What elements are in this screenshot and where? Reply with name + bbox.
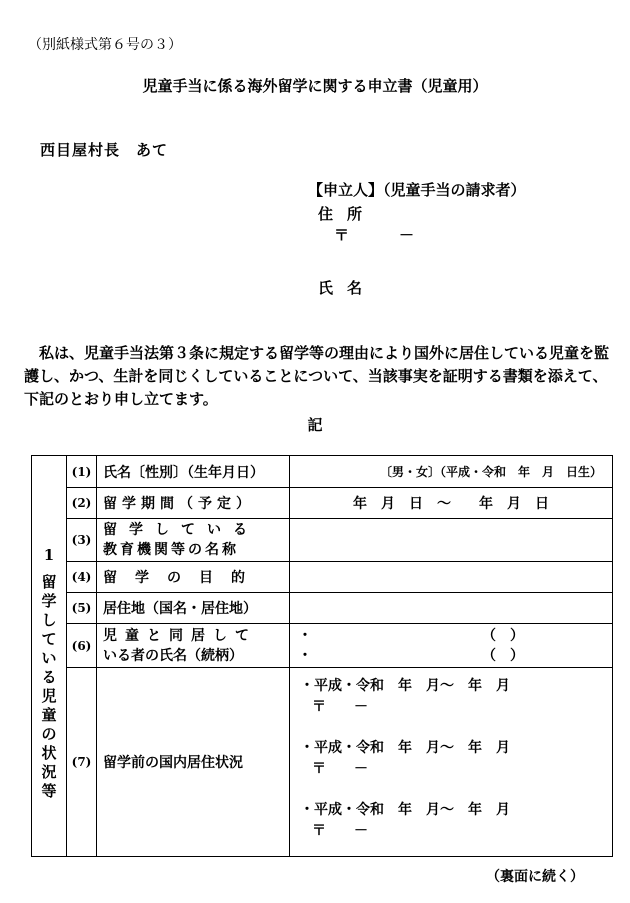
institution-label (97, 519, 290, 562)
section-title-char: る (41, 668, 57, 686)
section-title-char: の (41, 725, 57, 743)
section-number: 1 (43, 546, 55, 564)
purpose-label: 留学の目的 (97, 562, 290, 593)
bullet: ・ (298, 647, 312, 664)
residence-period: ・平成・令和 年 月～ 年 月 (300, 678, 510, 694)
row-number: (2) (67, 488, 97, 519)
section-title-char: 等 (41, 782, 57, 800)
continued-note: （裏面に続く） (486, 869, 584, 885)
section-title-char: 児 (41, 687, 57, 705)
bullet: ・ (298, 627, 312, 644)
row-number: (1) (67, 456, 97, 488)
ki-heading: 記 (307, 416, 323, 434)
residence-label: 居住地（国名・居住地） (97, 593, 290, 624)
document-title: 児童手当に係る海外留学に関する申立書（児童用） (142, 77, 488, 95)
institution-field (290, 519, 613, 562)
residence-entry (300, 738, 612, 780)
relationship-paren: （ ） (482, 647, 524, 664)
section-title-char: 学 (41, 592, 57, 610)
section-title-char: 状 (41, 744, 57, 762)
gender-birthdate-field: 〔男・女〕（平成・令和 年 月 日生） (290, 456, 613, 488)
postal-dash: － (399, 226, 415, 244)
cohabitant-field (290, 624, 613, 668)
declaration-text: 私は、児童手当法第３条に規定する留学等の理由により国外に居住している児童を監護し、かつ、生計を同じくしていることについて、当該事実を証明する書類を添えて、下記のとおり申し立てます。 (24, 344, 610, 408)
applicant-postal (334, 224, 414, 245)
row-number: (5) (67, 593, 97, 624)
row-number: (7) (67, 668, 97, 857)
residence-postal: 〒 － (312, 823, 368, 839)
residence-postal: 〒 － (312, 761, 368, 777)
row-number: (6) (67, 624, 97, 668)
row-number: (4) (67, 562, 97, 593)
section-title (32, 573, 66, 801)
section-title-char: 留 (41, 573, 57, 591)
form-id: （別紙様式第６号の３） (28, 37, 182, 53)
section-label (32, 456, 67, 857)
addressee: 西目屋村長 あて (40, 141, 169, 159)
address-label: 住所 (318, 205, 377, 223)
relationship-paren: （ ） (482, 627, 524, 644)
row-number: (3) (67, 519, 97, 562)
name-label: 氏名 (318, 279, 377, 297)
purpose-field (290, 562, 613, 593)
residence-entry (300, 800, 612, 842)
section-title-char: い (41, 649, 57, 667)
residence-field (290, 593, 613, 624)
institution-label-line2: 教育機関等の名称 (103, 542, 239, 558)
residence-period: ・平成・令和 年 月～ 年 月 (300, 740, 510, 756)
postal-mark: 〒 (334, 226, 350, 244)
cohabitant-label (97, 624, 290, 668)
section-title-char: し (41, 611, 57, 629)
residence-entry (300, 676, 612, 718)
study-period-field: 年 月 日 ～ 年 月 日 (290, 488, 613, 519)
section-title-char: 童 (41, 706, 57, 724)
cohabitant-label-line1: 児童と同居して (103, 627, 257, 644)
study-period-label: 留学期間（予定） (97, 488, 290, 519)
name-gender-birth-label: 氏名〔性別〕（生年月日） (97, 456, 290, 488)
residence-period: ・平成・令和 年 月～ 年 月 (300, 802, 510, 818)
applicant-heading: 【申立人】（児童手当の請求者） (308, 181, 526, 199)
section-title-char: て (41, 630, 57, 648)
residence-postal: 〒 － (312, 699, 368, 715)
status-table (31, 455, 613, 857)
prior-residence-field (290, 668, 613, 857)
section-title-char: 況 (41, 763, 57, 781)
cohabitant-label-line2: いる者の氏名（続柄） (103, 647, 243, 664)
institution-label-line1: 留学している (103, 522, 259, 538)
prior-residence-label: 留学前の国内居住状況 (97, 668, 290, 857)
